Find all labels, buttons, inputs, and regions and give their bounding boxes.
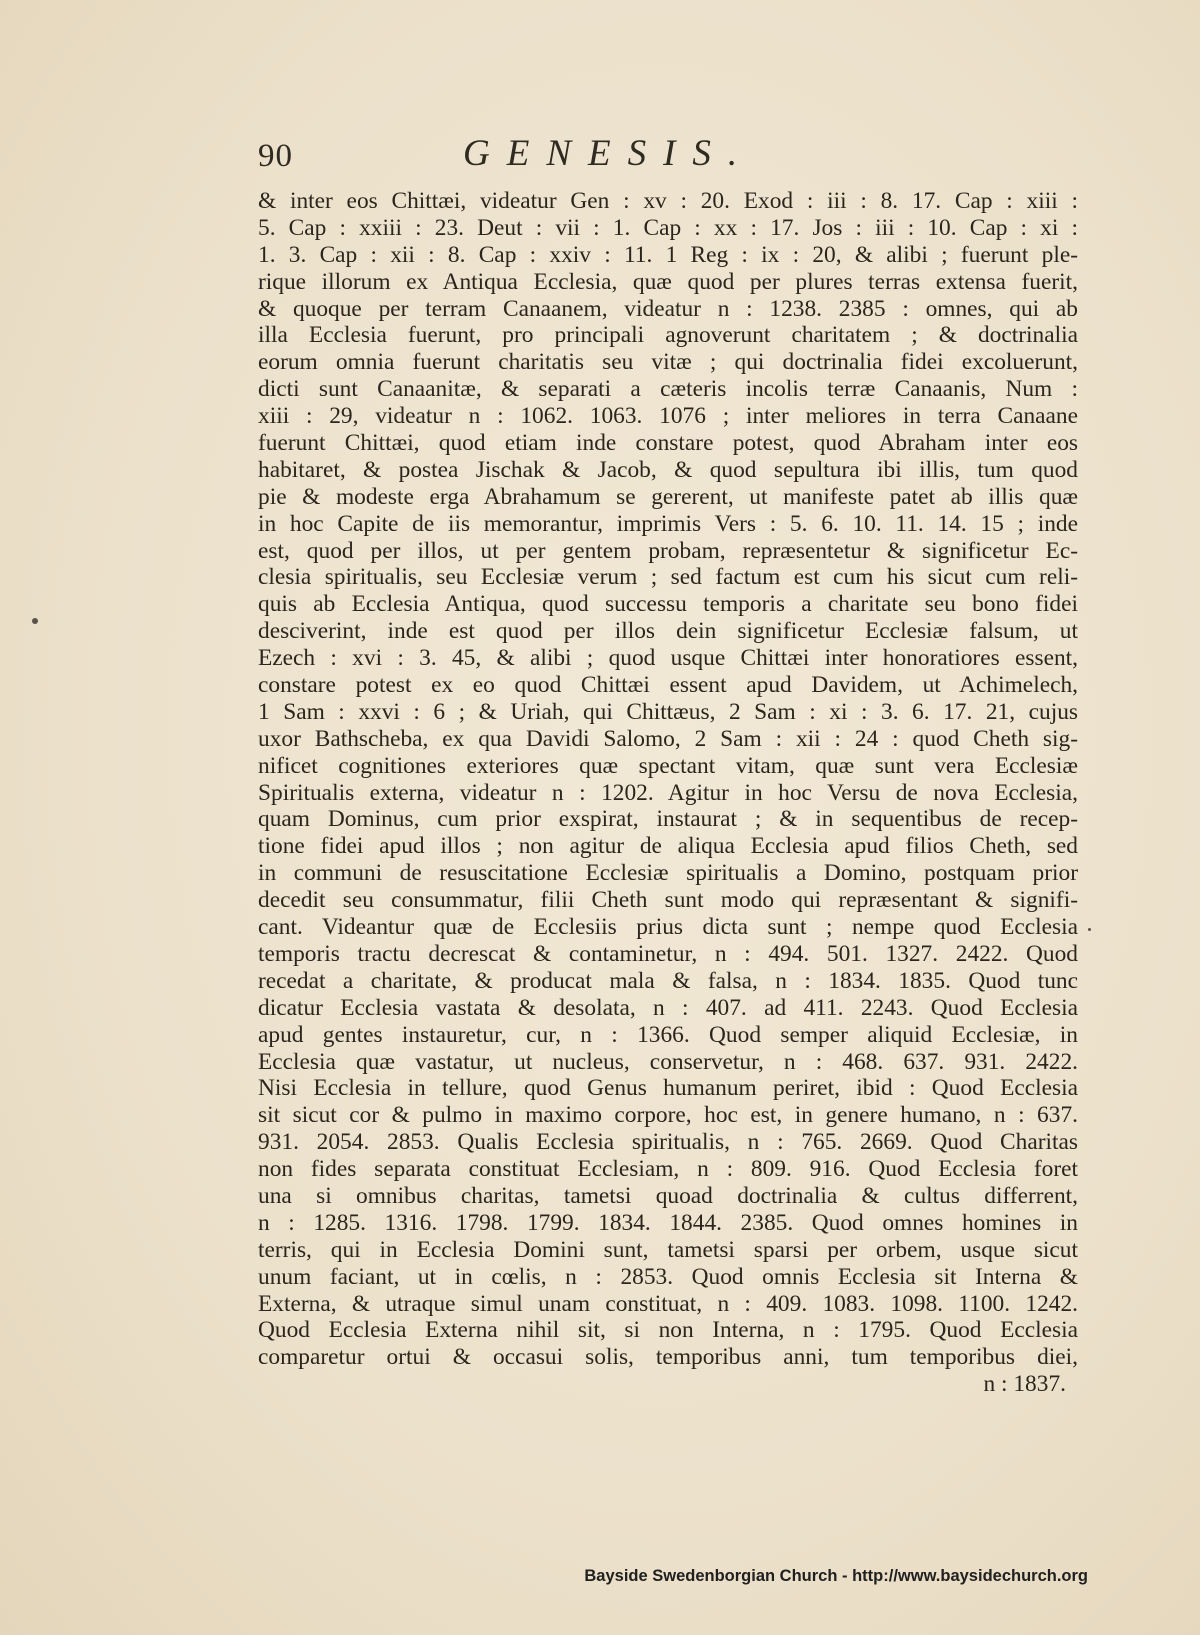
page-header (258, 132, 868, 182)
text-line: Nisi Ecclesia in tellure, quod Genus humanum periret, ibid : Quod Ecclesia (258, 1075, 1078, 1102)
text-line: fuerunt Chittæi, quod etiam inde constare potest, quod Abraham inter eos (258, 430, 1078, 457)
ink-speck (32, 618, 38, 624)
text-line: constare potest ex eo quod Chittæi essent apud Davidem, ut Achimelech, (258, 672, 1078, 699)
text-line: Ezech : xvi : 3. 45, & alibi ; quod usque Chittæi inter honoratiores essent, (258, 645, 1078, 672)
text-line: dicatur Ecclesia vastata & desolata, n : 407. ad 411. 2243. Quod Ecclesia (258, 994, 1078, 1021)
text-line: 5. Cap : xxiii : 23. Deut : vii : 1. Cap : xx : 17. Jos : iii : 10. Cap : xi : (258, 214, 1078, 241)
text-line: comparetur ortui & occasui solis, temporibus anni, tum temporibus diei, (258, 1344, 1078, 1371)
text-line: Externa, & utraque simul unam constituat, n : 409. 1083. 1098. 1100. 1242. (258, 1290, 1078, 1317)
text-line: in communi de resuscitatione Ecclesiæ spiritualis a Domino, postquam prior (258, 860, 1078, 887)
text-line: 1 Sam : xxvi : 6 ; & Uriah, qui Chittæus, 2 Sam : xi : 3. 6. 17. 21, cujus (258, 698, 1078, 725)
text-line: 1. 3. Cap : xii : 8. Cap : xxiv : 11. 1 Reg : ix : 20, & alibi ; fuerunt ple- (258, 241, 1078, 268)
text-line: decedit seu consummatur, filii Cheth sunt modo qui repræsentant & signifi- (258, 887, 1078, 914)
text-line: recedat a charitate, & producat mala & falsa, n : 1834. 1835. Quod tunc (258, 967, 1078, 994)
text-line: non fides separata constituat Ecclesiam, n : 809. 916. Quod Ecclesia foret (258, 1156, 1078, 1183)
text-line: rique illorum ex Antiqua Ecclesia, quæ quod per plures terras extensa fuerit, (258, 268, 1078, 295)
text-line: & inter eos Chittæi, videatur Gen : xv : 20. Exod : iii : 8. 17. Cap : xiii : (258, 188, 1078, 214)
text-line: in hoc Capite de iis memorantur, imprimis Vers : 5. 6. 10. 11. 14. 15 ; inde (258, 510, 1078, 537)
text-line: desciverint, inde est quod per illos dein significetur Ecclesiæ falsum, ut (258, 618, 1078, 645)
ink-speck (1088, 928, 1091, 931)
text-line: terris, qui in Ecclesia Domini sunt, tametsi sparsi per orbem, usque sicut (258, 1236, 1078, 1263)
text-line: quam Dominus, cum prior exspirat, instaurat ; & in sequentibus de recep- (258, 806, 1078, 833)
text-line: Spiritualis externa, videatur n : 1202. Agitur in hoc Versu de nova Ecclesia, (258, 779, 1078, 806)
text-line: uxor Bathscheba, ex qua Davidi Salomo, 2 Sam : xii : 24 : quod Cheth sig- (258, 725, 1078, 752)
text-line: & quoque per terram Canaanem, videatur n : 1238. 2385 : omnes, qui ab (258, 295, 1078, 322)
text-line: apud gentes instauretur, cur, n : 1366. Quod semper aliquid Ecclesiæ, in (258, 1021, 1078, 1048)
page-number: 90 (258, 138, 293, 174)
running-title: GENESIS. (463, 133, 755, 174)
text-line: cant. Videantur quæ de Ecclesiis prius dicta sunt ; nempe quod Ecclesia (258, 914, 1078, 941)
text-line: xiii : 29, videatur n : 1062. 1063. 1076 ; inter meliores in terra Canaane (258, 403, 1078, 430)
text-line: una si omnibus charitas, tametsi quoad doctrinalia & cultus differrent, (258, 1182, 1078, 1209)
text-line: illa Ecclesia fuerunt, pro principali agnoverunt charitatem ; & doctrinalia (258, 322, 1078, 349)
text-line: Ecclesia quæ vastatur, ut nucleus, conservetur, n : 468. 637. 931. 2422. (258, 1048, 1078, 1075)
text-line: est, quod per illos, ut per gentem probam, repræsentetur & significetur Ec- (258, 537, 1078, 564)
text-line: tione fidei apud illos ; non agitur de aliqua Ecclesia apud filios Cheth, sed (258, 833, 1078, 860)
body-text (258, 188, 1078, 1398)
text-line: Quod Ecclesia Externa nihil sit, si non Interna, n : 1795. Quod Ecclesia (258, 1317, 1078, 1344)
text-line: eorum omnia fuerunt charitatis seu vitæ ; qui doctrinalia fidei excoluerunt, (258, 349, 1078, 376)
text-line: unum faciant, ut in cœlis, n : 2853. Quod omnis Ecclesia sit Interna & (258, 1263, 1078, 1290)
text-line: habitaret, & postea Jischak & Jacob, & quod sepultura ibi illis, tum quod (258, 456, 1078, 483)
footer-credit: Bayside Swedenborgian Church - http://www.baysidechurch.org (584, 1567, 1088, 1585)
text-line-final: n : 1837. (983, 1371, 1066, 1398)
text-line: 931. 2054. 2853. Qualis Ecclesia spiritualis, n : 765. 2669. Quod Charitas (258, 1129, 1078, 1156)
text-line: quis ab Ecclesia Antiqua, quod successu temporis a charitate seu bono fidei (258, 591, 1078, 618)
text-line: n : 1285. 1316. 1798. 1799. 1834. 1844. 2385. Quod omnes homines in (258, 1209, 1078, 1236)
text-line: clesia spiritualis, seu Ecclesiæ verum ; sed factum est cum his sicut cum reli- (258, 564, 1078, 591)
text-line: dicti sunt Canaanitæ, & separati a cæteris incolis terræ Canaanis, Num : (258, 376, 1078, 403)
text-line: nificet cognitiones exteriores quæ spectant vitam, quæ sunt vera Ecclesiæ (258, 752, 1078, 779)
text-line: temporis tractu decrescat & contaminetur, n : 494. 501. 1327. 2422. Quod (258, 940, 1078, 967)
text-line: sit sicut cor & pulmo in maximo corpore, hoc est, in genere humano, n : 637. (258, 1102, 1078, 1129)
text-line: pie & modeste erga Abrahamum se gererent, ut manifeste patet ab illis quæ (258, 483, 1078, 510)
